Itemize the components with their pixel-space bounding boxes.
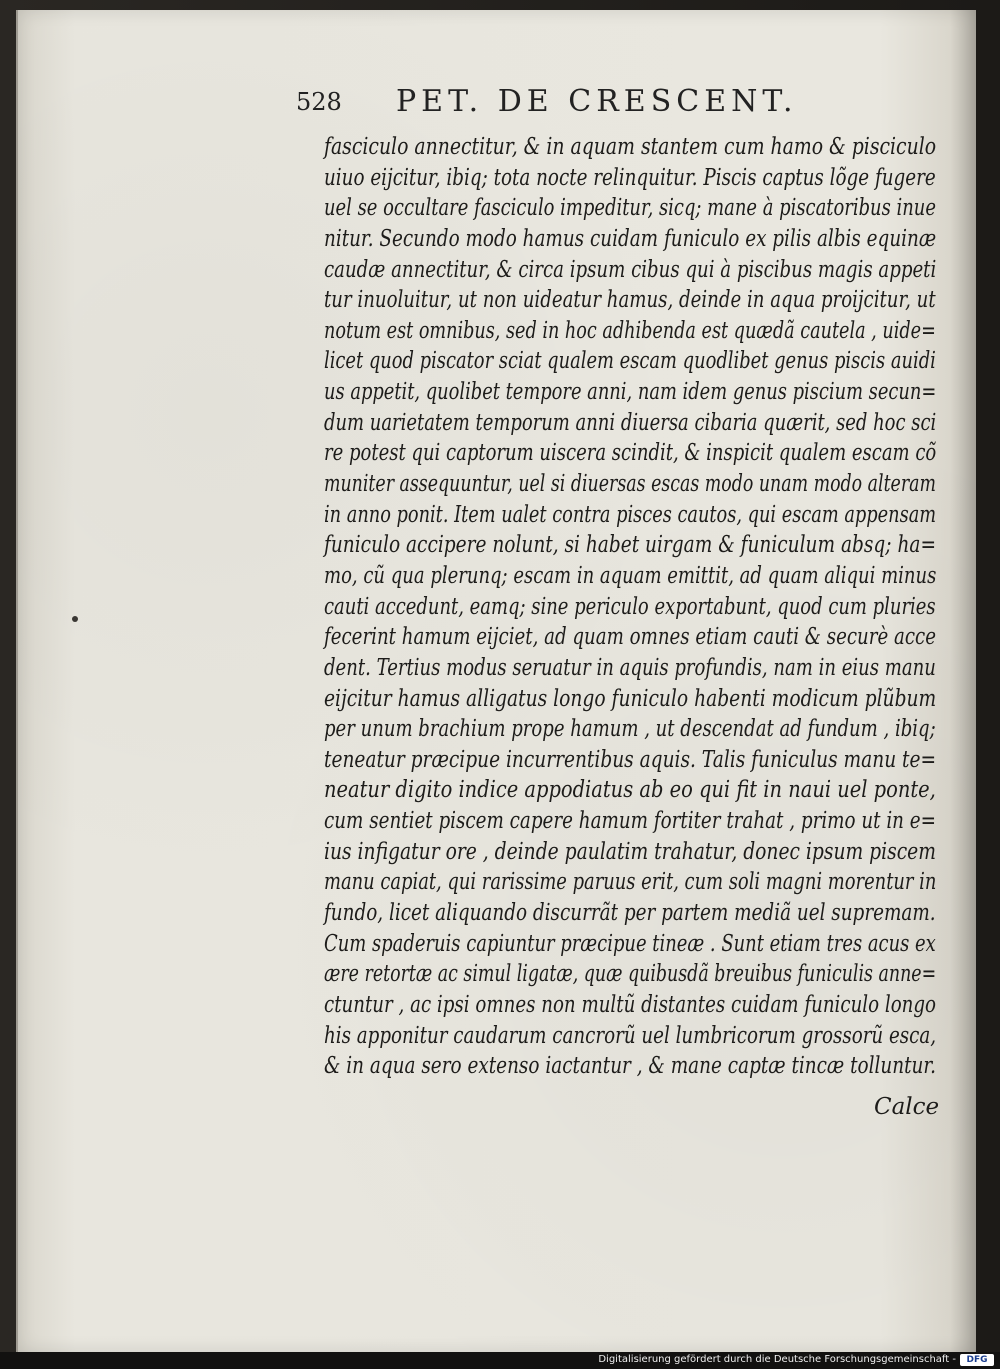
text-line: uel se occultare fasciculo impeditur, sicq; mane à piscatoribus inue <box>324 195 936 222</box>
text-line: mo, cũ qua plerunq; escam in aquam emittit, ad quam aliqui minus <box>324 562 937 589</box>
text-line: funiculo accipere nolunt, si habet uirgam & funiculum absq; ha= <box>324 532 936 559</box>
text-line: & in aqua sero extenso iactantur , & mane captæ tincæ tolluntur. <box>324 1053 937 1080</box>
margin-ink-spot <box>72 616 78 622</box>
text-line: caudæ annectitur, & circa ipsum cibus qui à piscibus magis appeti <box>324 256 937 283</box>
text-line: nitur. Secundo modo hamus cuidam funiculo ex pilis albis equinæ <box>324 225 937 252</box>
text-line: fundo, licet aliquando discurrãt per partem mediã uel supremam. <box>324 900 936 927</box>
text-line: ius infigatur ore , deinde paulatim trahatur, donec ipsum piscem <box>324 838 936 865</box>
text-line: ctuntur , ac ipsi omnes non multũ distantes cuidam funiculo longo <box>324 991 937 1018</box>
text-line: ære retortæ ac simul ligatæ, quæ quibusdã breuibus funiculis anne= <box>324 961 937 988</box>
text-line: his apponitur caudarum cancrorũ uel lumbricorum grossorũ esca, <box>324 1022 937 1049</box>
text-line: cum sentiet piscem capere hamum fortiter trahat , primo ut in e= <box>324 808 936 835</box>
running-head <box>296 78 936 122</box>
text-line: uiuo eijcitur, ibiq; tota nocte relinquitur. Piscis captus lõge fugere <box>324 164 936 191</box>
text-line: us appetit, quolibet tempore anni, nam idem genus piscium secun= <box>324 379 937 406</box>
text-line: neatur digito indice appodiatus ab eo qui fit in naui uel ponte, <box>324 777 936 804</box>
text-line: fecerint hamum eijciet, ad quam omnes etiam cauti & securè acce <box>324 624 936 651</box>
text-line: manu capiat, qui rarissime paruus erit, cum soli magni morentur in <box>324 869 937 896</box>
text-line: notum est omnibus, sed in hoc adhibenda est quædã cautela , uide= <box>324 317 936 344</box>
text-line: in anno ponit. Item ualet contra pisces cautos, qui escam appensam <box>324 501 937 528</box>
running-head-title: PET. DE CRESCENT. <box>396 84 798 119</box>
text-line: fasciculo annectitur, & in aquam stantem cum hamo & pisciculo <box>324 134 937 160</box>
text-line: dent. Tertius modus seruatur in aquis profundis, nam in eius manu <box>324 654 936 681</box>
text-line: dum uarietatem temporum anni diuersa cibaria quærit, sed hoc sci <box>324 409 937 436</box>
text-line: eijcitur hamus alligatus longo funiculo habenti modicum plũbum <box>324 685 937 712</box>
dfg-logo-icon: DFG <box>960 1354 994 1366</box>
gutter-shadow <box>950 10 976 1352</box>
text-line: muniter assequuntur, uel si diuersas escas modo unam modo alteram <box>324 471 936 498</box>
text-line: re potest qui captorum uiscera scindit, & inspicit qualem escam cõ <box>324 440 937 467</box>
body-text <box>324 132 936 1082</box>
catchword: Calce <box>874 1094 940 1120</box>
text-line: teneatur præcipue incurrentibus aquis. Talis funiculus manu te= <box>324 746 937 773</box>
text-line: per unum brachium prope hamum , ut descendat ad fundum , ibiq; <box>324 716 936 743</box>
digitization-credit: Digitalisierung gefördert durch die Deutsche Forschungsgemeinschaft - <box>598 1354 956 1365</box>
text-line: cauti accedunt, eamq; sine periculo exportabunt, quod cum pluries <box>324 593 936 620</box>
text-line: tur inuoluitur, ut non uideatur hamus, deinde in aqua proijcitur, ut <box>324 287 936 314</box>
page-number: 528 <box>296 88 342 116</box>
text-line: Cum spaderuis capiuntur præcipue tineæ . Sunt etiam tres acus ex <box>324 930 936 957</box>
text-line: licet quod piscator sciat qualem escam quodlibet genus piscis auidi <box>324 348 936 375</box>
